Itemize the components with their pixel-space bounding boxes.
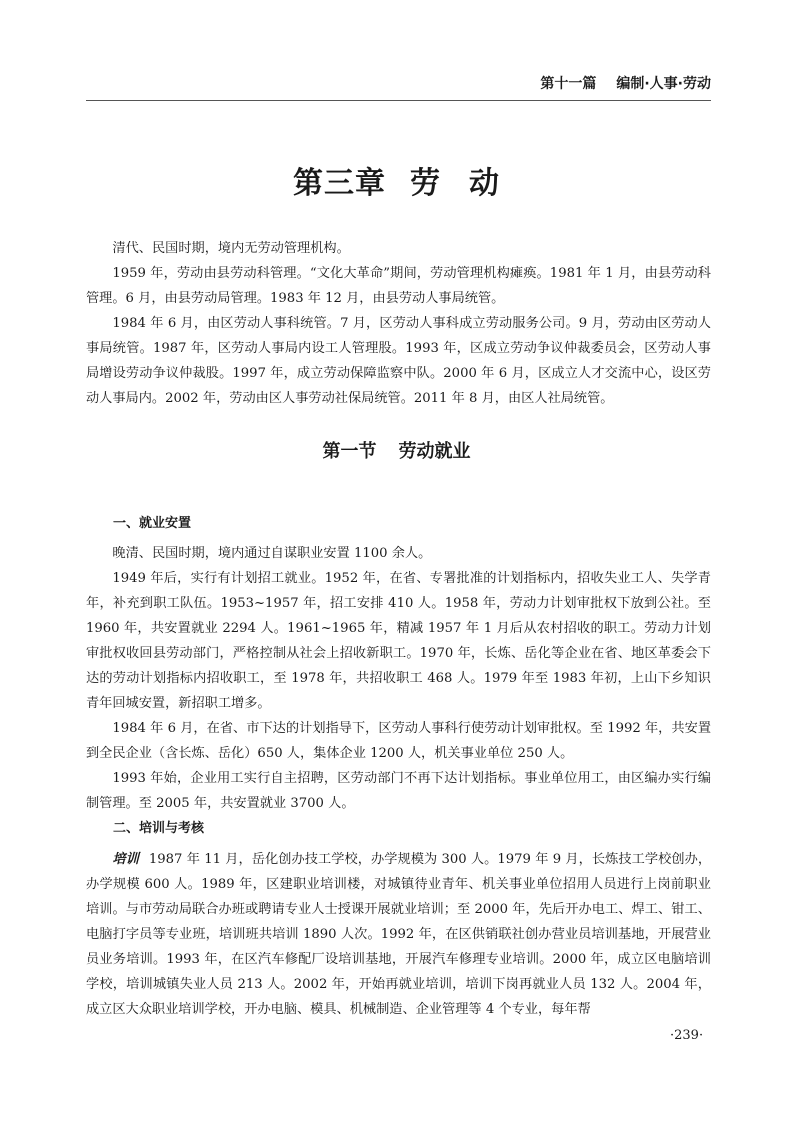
chapter-title-char2: 动 [469, 166, 500, 201]
training-paragraph [86, 847, 711, 1022]
employment-paragraph: 1993 年始，企业用工实行自主招聘，区劳动部门不再下达计划指标。事业单位用工，由区编办实行编制管理。至 2005 年，共安置就业 3700 人。 [86, 771, 711, 811]
subsection-heading-employment: 一、就业安置 [113, 516, 192, 531]
employment-paragraph: 晚清、民国时期，境内通过自谋职业安置 1100 余人。 [112, 546, 432, 561]
intro-paragraph: 1959 年，劳动由县劳动科管理。“文化大革命”期间，劳动管理机构瘫痪。1981 年 1 月，由县劳动科管理。6 月，由县劳动局管理。1983 年 12 月，由县劳动人事局统管。 [86, 266, 711, 306]
employment-paragraph: 1984 年 6 月，在省、市下达的计划指导下，区劳动人事科行使劳动计划审批权。至 1992 年，共安置到全民企业（含长炼、岳化）650 人，集体企业 1200 人，机关事业单位 250 人。 [86, 721, 711, 761]
training-runin-label: 培训 [112, 852, 139, 867]
training-paragraph-text: 1987 年 11 月，岳化创办技工学校，办学规模为 300 人。1979 年 9 月，长炼技工学校创办，办学规模 600 人。1989 年，区建职业培训楼，对城镇待业青年、机关事业单位招用人员进行上岗前职业培训。与市劳动局联合办班或聘请专业人士授课开展就业培训；至 2000 年，先后开办电工、焊工、钳工、电脑打字员等专业班，培训班共培训 1890 人次。1992 年，在区供销联社创办营业员培训基地，开展营业员业务培训。1993 年，在区汽车修配厂设培训基地，开展汽车修理专业培训。2000 年，成立区电脑培训学校，培训城镇失业人员 213 人。2002 年，开始再就业培训，培训下岗再就业人员 132 人。2004 年，成立区大众职业培训学校，开办电脑、模具、机械制造、企业管理等 4 个专业，每年帮 [86, 852, 712, 1017]
running-head [86, 72, 711, 101]
employment-paragraph: 1949 年后，实行有计划招工就业。1952 年，在省、专署批准的计划指标内，招收失业工人、失学青年，补充到职工队伍。1953~1957 年，招工安排 410 人。1958 年，劳动力计划审批权下放到公社。至 1960 年，共安置就业 2294 人。1961~1965 年，精减 1957 年 1 月后从农村招收的职工。劳动力计划审批权收回县劳动部门，严格控制从社会上招收新职工。1970 年，长炼、岳化等企业在省、地区革委会下达的劳动计划指标内招收职工，至 1978 年，共招收职工 468 人。1979 年至 1983 年初，上山下乡知识青年回城安置，新招职工增多。 [86, 571, 711, 711]
section-number: 第一节 [322, 441, 377, 462]
section-title [0, 437, 793, 463]
section-name: 劳动就业 [398, 441, 471, 462]
intro-paragraph: 清代、民国时期，境内无劳动管理机构。 [112, 241, 350, 256]
intro-paragraph: 1984 年 6 月，由区劳动人事科统管。7 月，区劳动人事科成立劳动服务公司。9 月，劳动由区劳动人事局统管。1987 年，区劳动人事局内设工人管理股。1993 年，区成立劳动争议仲裁委员会，区劳动人事局增设劳动争议仲裁股。1997 年，成立劳动保障监察中队。2000 年 6 月，区成立人才交流中心，设区劳动人事局内。2002 年，劳动由区人事劳动社保局统管。2011 年 8 月，由区人社局统管。 [86, 316, 711, 406]
subsection-heading-training: 二、培训与考核 [113, 821, 205, 836]
chapter-title [0, 158, 793, 202]
training-section-body [86, 847, 711, 1022]
chapter-number: 第三章 [293, 166, 386, 201]
chapter-intro [86, 236, 711, 411]
running-head-part: 第十一篇 [540, 76, 597, 92]
running-head-title: 编制·人事·劳动 [616, 76, 711, 92]
chapter-title-char1: 劳 [410, 166, 441, 201]
employment-section-body [86, 541, 711, 816]
page-number: ·239· [670, 1028, 704, 1043]
